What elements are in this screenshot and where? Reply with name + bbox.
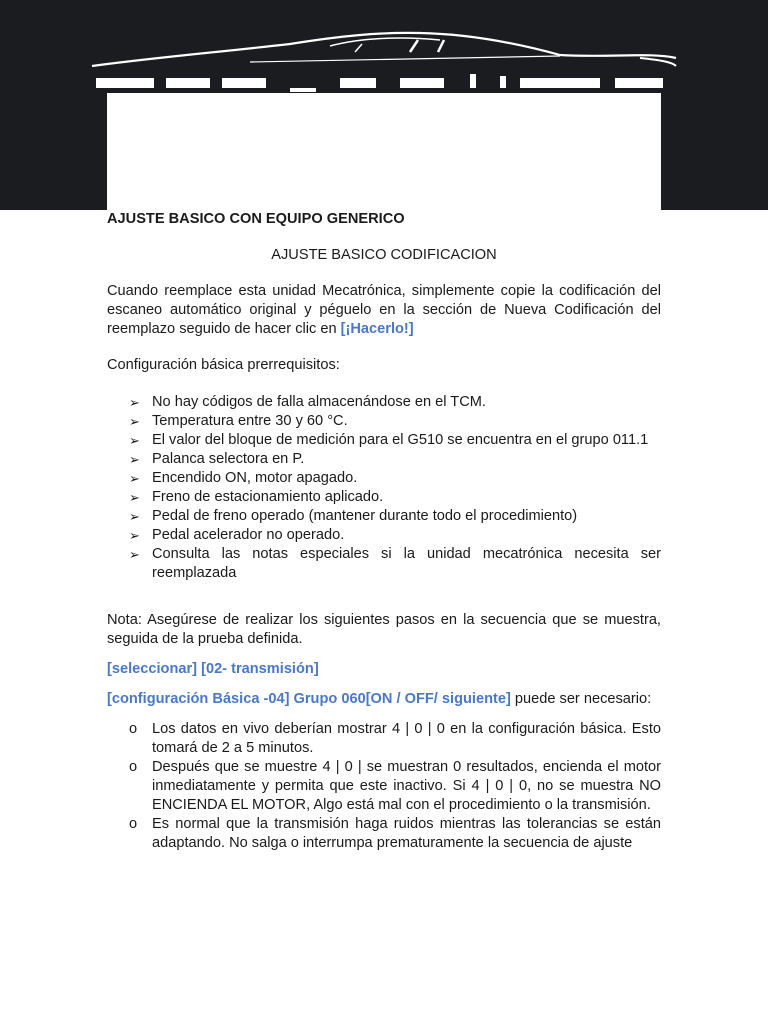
list-item: ➢ Pedal acelerador no operado.	[129, 527, 345, 543]
step-basic-config	[107, 690, 661, 709]
circle-bullet-icon: o	[129, 816, 138, 832]
intro-text: Cuando reemplace esta unidad Mecatrónica, simplemente copie la codificación del escaneo automático original y péguelo en la sección de Nueva Codificación del reemplazo seguido de hacer clic en	[107, 283, 661, 337]
list-item: o Después que se muestre 4 | 0 | se muestran 0 resultados, encienda el motor inmediatamente y permita que este inactivo. Si 4 | 0 | 0, no se muestra NO ENCIENDA EL MOTOR, Algo está mal con el procedimiento o la transmisión.	[129, 759, 661, 813]
select-transmission-link[interactable]: [seleccionar] [02- transmisión]	[107, 661, 319, 677]
prereq-list	[107, 393, 661, 583]
list-item: ➢ Consulta las notas especiales si la unidad mecatrónica necesita ser reemplazada	[129, 546, 661, 581]
intro-paragraph	[107, 282, 661, 339]
hacerlo-link[interactable]: [¡Hacerlo!]	[340, 321, 414, 337]
list-item: ➢ Palanca selectora en P.	[129, 451, 305, 467]
arrow-bullet-icon: ➢	[129, 471, 140, 486]
arrow-bullet-icon: ➢	[129, 528, 140, 543]
list-item: o Es normal que la transmisión haga ruidos mientras las tolerancias se están adaptando. No salga o interrumpa prematuramente la secuencia de ajuste	[129, 816, 661, 851]
arrow-bullet-icon: ➢	[129, 433, 140, 448]
step-select-transmission	[107, 660, 661, 679]
list-item: o Los datos en vivo deberían mostrar 4 | 0 | 0 en la configuración básica. Esto tomará de 2 a 5 minutos.	[129, 721, 661, 756]
document-subtitle: AJUSTE BASICO CODIFICACION	[271, 247, 497, 263]
list-item: ➢ Temperatura entre 30 y 60 °C.	[129, 413, 348, 429]
arrow-bullet-icon: ➢	[129, 490, 140, 505]
list-item: ➢ Freno de estacionamiento aplicado.	[129, 489, 384, 505]
banner-blank-area	[107, 93, 661, 210]
list-item: ➢ Pedal de freno operado (mantener durante todo el procedimiento)	[129, 508, 578, 524]
arrow-bullet-icon: ➢	[129, 414, 140, 429]
arrow-bullet-icon: ➢	[129, 547, 140, 562]
prereq-heading: Configuración básica prerrequisitos:	[107, 357, 340, 373]
note-paragraph: Nota: Asegúrese de realizar los siguientes pasos en la secuencia que se muestra, seguida de la prueba definida.	[107, 612, 661, 647]
circle-bullet-icon: o	[129, 759, 138, 775]
document-body	[107, 210, 661, 853]
procedure-list	[107, 720, 661, 853]
list-item: ➢ Encendido ON, motor apagado.	[129, 470, 358, 486]
header-banner	[0, 0, 768, 210]
arrow-bullet-icon: ➢	[129, 509, 140, 524]
step-basic-config-text: puede ser necesario:	[510, 691, 652, 707]
list-item: ➢ El valor del bloque de medición para el G510 se encuentra en el grupo 011.1	[129, 432, 649, 448]
list-item: ➢ No hay códigos de falla almacenándose en el TCM.	[129, 394, 486, 410]
basic-config-link[interactable]: [configuración Básica -04] Grupo 060[ON / OFF/ siguiente]	[107, 691, 511, 707]
arrow-bullet-icon: ➢	[129, 395, 140, 410]
circle-bullet-icon: o	[129, 721, 138, 737]
arrow-bullet-icon: ➢	[129, 452, 140, 467]
document-title: AJUSTE BASICO CON EQUIPO GENERICO	[107, 211, 405, 227]
